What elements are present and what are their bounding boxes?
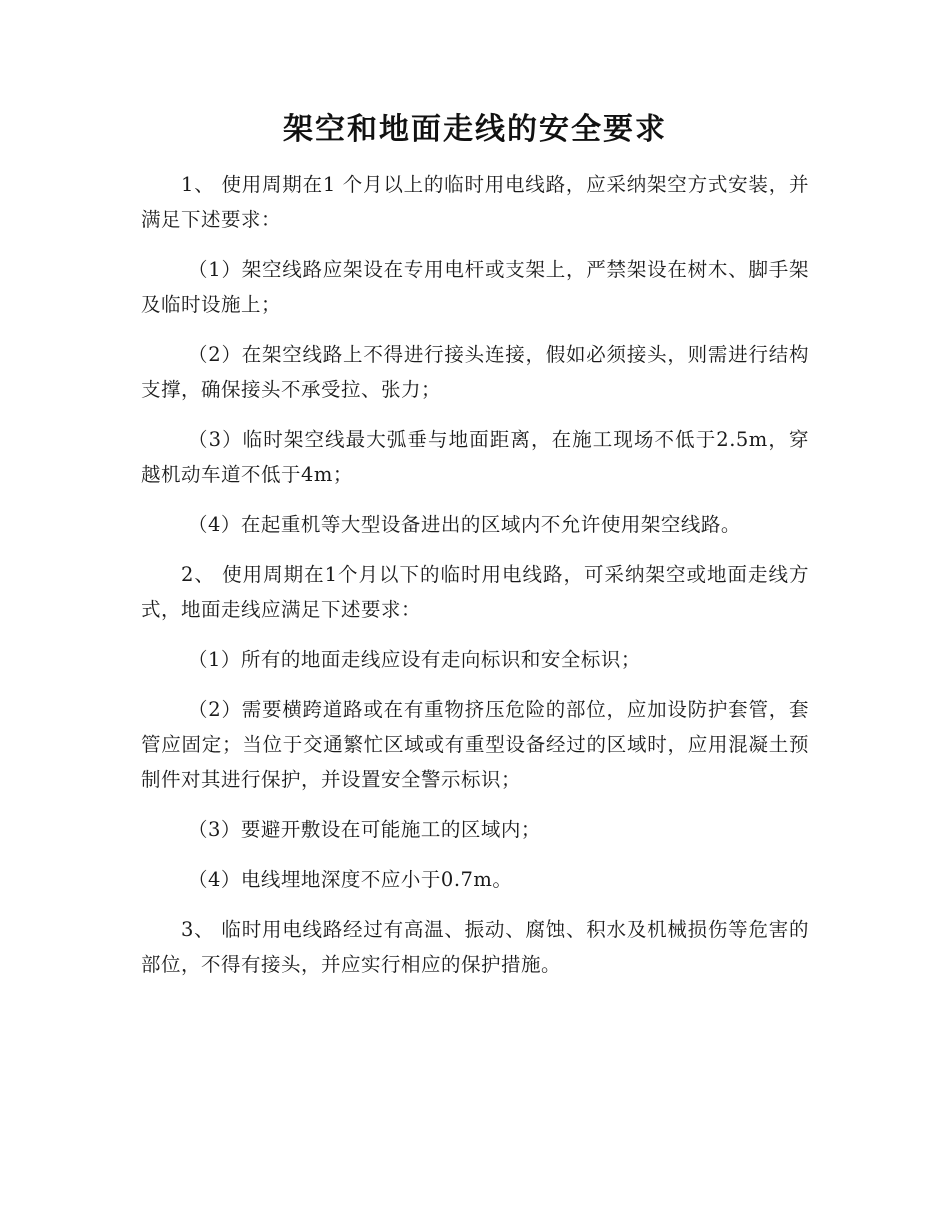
document-body <box>141 167 809 997</box>
paragraph-3: 3、 临时用电线路经过有高温、振动、腐蚀、积水及机械损伤等危害的部位，不得有接头，并应实行相应的保护措施。 <box>141 918 809 976</box>
paragraph-2-item-2: （2）需要横跨道路或在有重物挤压危险的部位，应加设防护套管，套管应固定；当位于交通繁忙区域或有重型设备经过的区域时，应用混凝土预制件对其进行保护，并设置安全警示标识； <box>141 698 809 791</box>
paragraph-1-item-1: （1）架空线路应架设在专用电杆或支架上，严禁架设在树木、脚手架及临时设施上； <box>141 258 809 316</box>
paragraph-1-item-2: （2）在架空线路上不得进行接头连接，假如必须接头，则需进行结构支撑，确保接头不承受拉、张力； <box>141 343 809 401</box>
paragraph-2-item-1: （1）所有的地面走线应设有走向标识和安全标识； <box>188 648 641 671</box>
paragraph-1-item-4: （4）在起重机等大型设备进出的区域内不允许使用架空线路。 <box>188 513 741 536</box>
paragraph-2-item-4: （4）电线埋地深度不应小于0.7m。 <box>188 868 513 891</box>
paragraph-1-item-3: （3）临时架空线最大弧垂与地面距离，在施工现场不低于2.5m，穿越机动车道不低于4m； <box>141 428 809 486</box>
paragraph-2: 2、 使用周期在1个月以下的临时用电线路，可采纳架空或地面走线方式，地面走线应满足下述要求： <box>141 563 809 621</box>
paragraph-1: 1、 使用周期在1 个月以上的临时用电线路，应采纳架空方式安装，并满足下述要求： <box>141 173 809 231</box>
paragraph-2-item-3: （3）要避开敷设在可能施工的区域内； <box>188 818 541 841</box>
document-title: 架空和地面走线的安全要求 <box>283 112 667 147</box>
